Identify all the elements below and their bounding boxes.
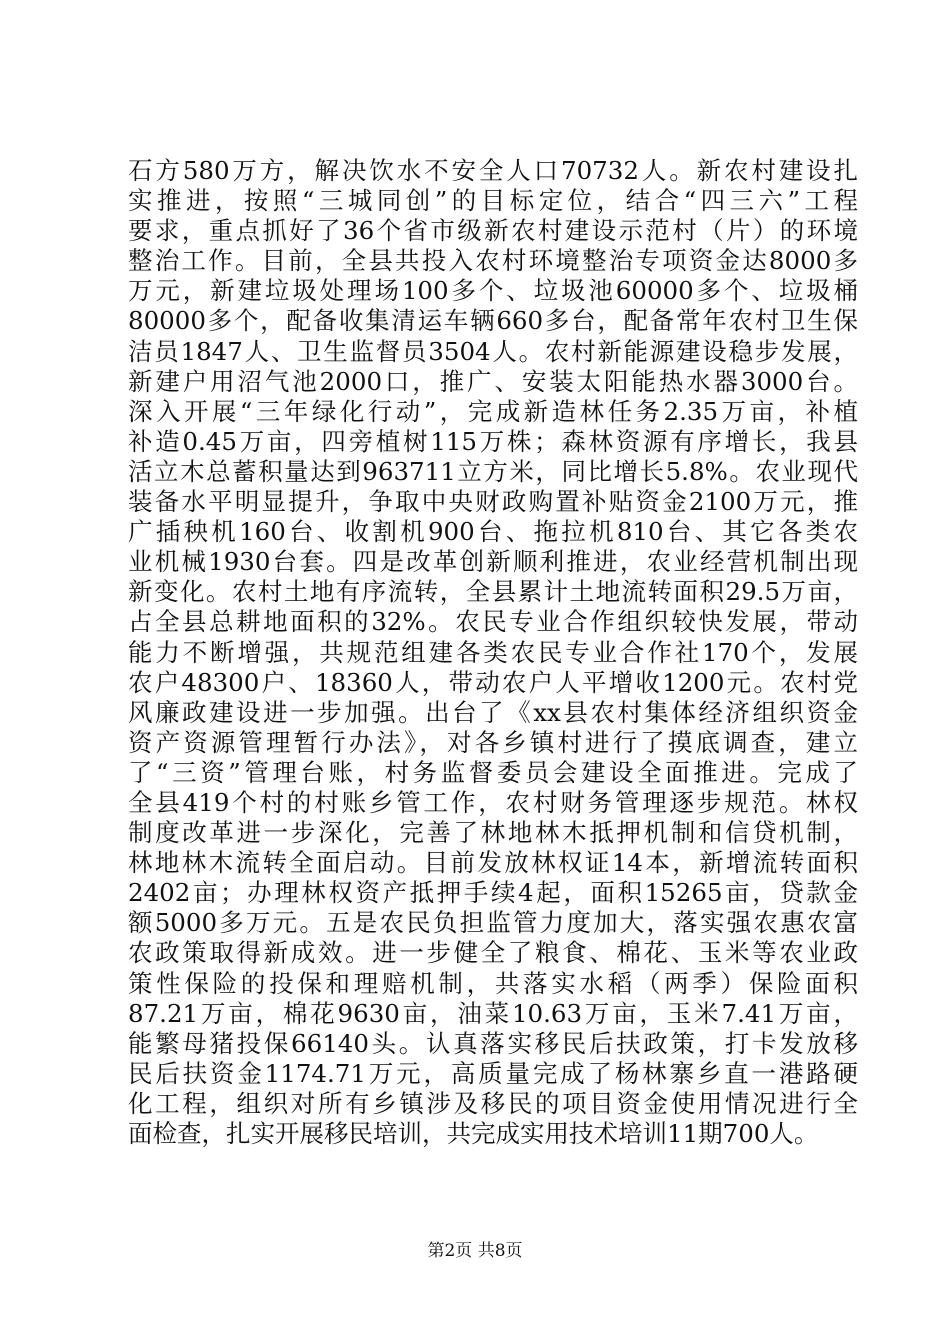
- text-line: 农户48300户、18360人，带动农户人平增收1200元。农村党: [128, 667, 858, 697]
- text-line: 2402亩；办理林权资产抵押手续4起，面积15265亩，贷款金: [128, 878, 858, 908]
- text-line: 额5000多万元。五是农民负担监管力度加大，落实强农惠农富: [128, 908, 858, 938]
- text-line: 制度改革进一步深化，完善了林地林木抵押机制和信贷机制，: [128, 818, 858, 848]
- text-line: 农政策取得新成效。进一步健全了粮食、棉花、玉米等农业政: [128, 938, 858, 968]
- text-line: 业机械1930台套。四是改革创新顺利推进，农业经营机制出现: [128, 547, 858, 577]
- text-line: 面检查，扎实开展移民培训，共完成实用技术培训11期700人。: [128, 1119, 819, 1148]
- text-line: 万元，新建垃圾处理场100多个、垃圾池60000多个、垃圾桶: [128, 276, 858, 306]
- text-line: 策性保险的投保和理赔机制，共落实水稻（两季）保险面积: [128, 968, 858, 998]
- text-line: 87.21万亩，棉花9630亩，油菜10.63万亩，玉米7.41万亩，: [128, 998, 858, 1028]
- text-line: 了“三资”管理台账，村务监督委员会建设全面推进。完成了: [128, 757, 858, 787]
- page-total: 共8页: [477, 1241, 523, 1261]
- text-line: 要求，重点抓好了36个省市级新农村建设示范村（片）的环境: [128, 216, 858, 246]
- text-line: 活立木总蓄积量达到963711立方米，同比增长5.8%。农业现代: [128, 456, 858, 486]
- text-line: 全县419个村的村账乡管工作，农村财务管理逐步规范。林权: [128, 787, 858, 817]
- text-line: 补造0.45万亩，四旁植树115万株；森林资源有序增长，我县: [128, 426, 858, 456]
- text-line: 化工程，组织对所有乡镇涉及移民的项目资金使用情况进行全: [128, 1088, 858, 1118]
- text-line: 洁员1847人、卫生监督员3504人。农村新能源建设稳步发展，: [128, 336, 858, 366]
- text-line: 石方580万方，解决饮水不安全人口70732人。新农村建设扎: [128, 156, 858, 185]
- body-text: [128, 156, 858, 1149]
- text-line: 能繁母猪投保66140头。认真落实移民后扶政策，打卡发放移: [128, 1028, 858, 1058]
- text-line: 占全县总耕地面积的32%。农民专业合作组织较快发展，带动: [128, 607, 858, 637]
- text-line: 风廉政建设进一步加强。出台了《xx县农村集体经济组织资金: [128, 697, 858, 727]
- text-line: 广插秧机160台、收割机900台、拖拉机810台、其它各类农: [128, 517, 858, 547]
- text-line: 民后扶资金1174.71万元，高质量完成了杨林寨乡直一港路硬: [128, 1058, 858, 1088]
- text-line: 实推进，按照“三城同创”的目标定位，结合“四三六”工程: [128, 186, 858, 216]
- page-footer: [0, 1240, 950, 1262]
- text-line: 新变化。农村土地有序流转，全县累计土地流转面积29.5万亩，: [128, 577, 858, 607]
- text-line: 深入开展“三年绿化行动”，完成新造林任务2.35万亩，补植: [128, 396, 858, 426]
- text-line: 装备水平明显提升，争取中央财政购置补贴资金2100万元，推: [128, 487, 858, 517]
- text-line: 新建户用沼气池2000口，推广、安装太阳能热水器3000台。: [128, 366, 858, 396]
- text-line: 资产资源管理暂行办法》，对各乡镇村进行了摸底调查，建立: [128, 727, 858, 757]
- page-number: 第2页: [427, 1241, 473, 1261]
- text-line: 整治工作。目前，全县共投入农村环境整治专项资金达8000多: [128, 246, 858, 276]
- text-line: 80000多个，配备收集清运车辆660多台，配备常年农村卫生保: [128, 306, 858, 336]
- text-line: 林地林木流转全面启动。目前发放林权证14本，新增流转面积: [128, 848, 858, 878]
- text-line: 能力不断增强，共规范组建各类农民专业合作社170个，发展: [128, 637, 858, 667]
